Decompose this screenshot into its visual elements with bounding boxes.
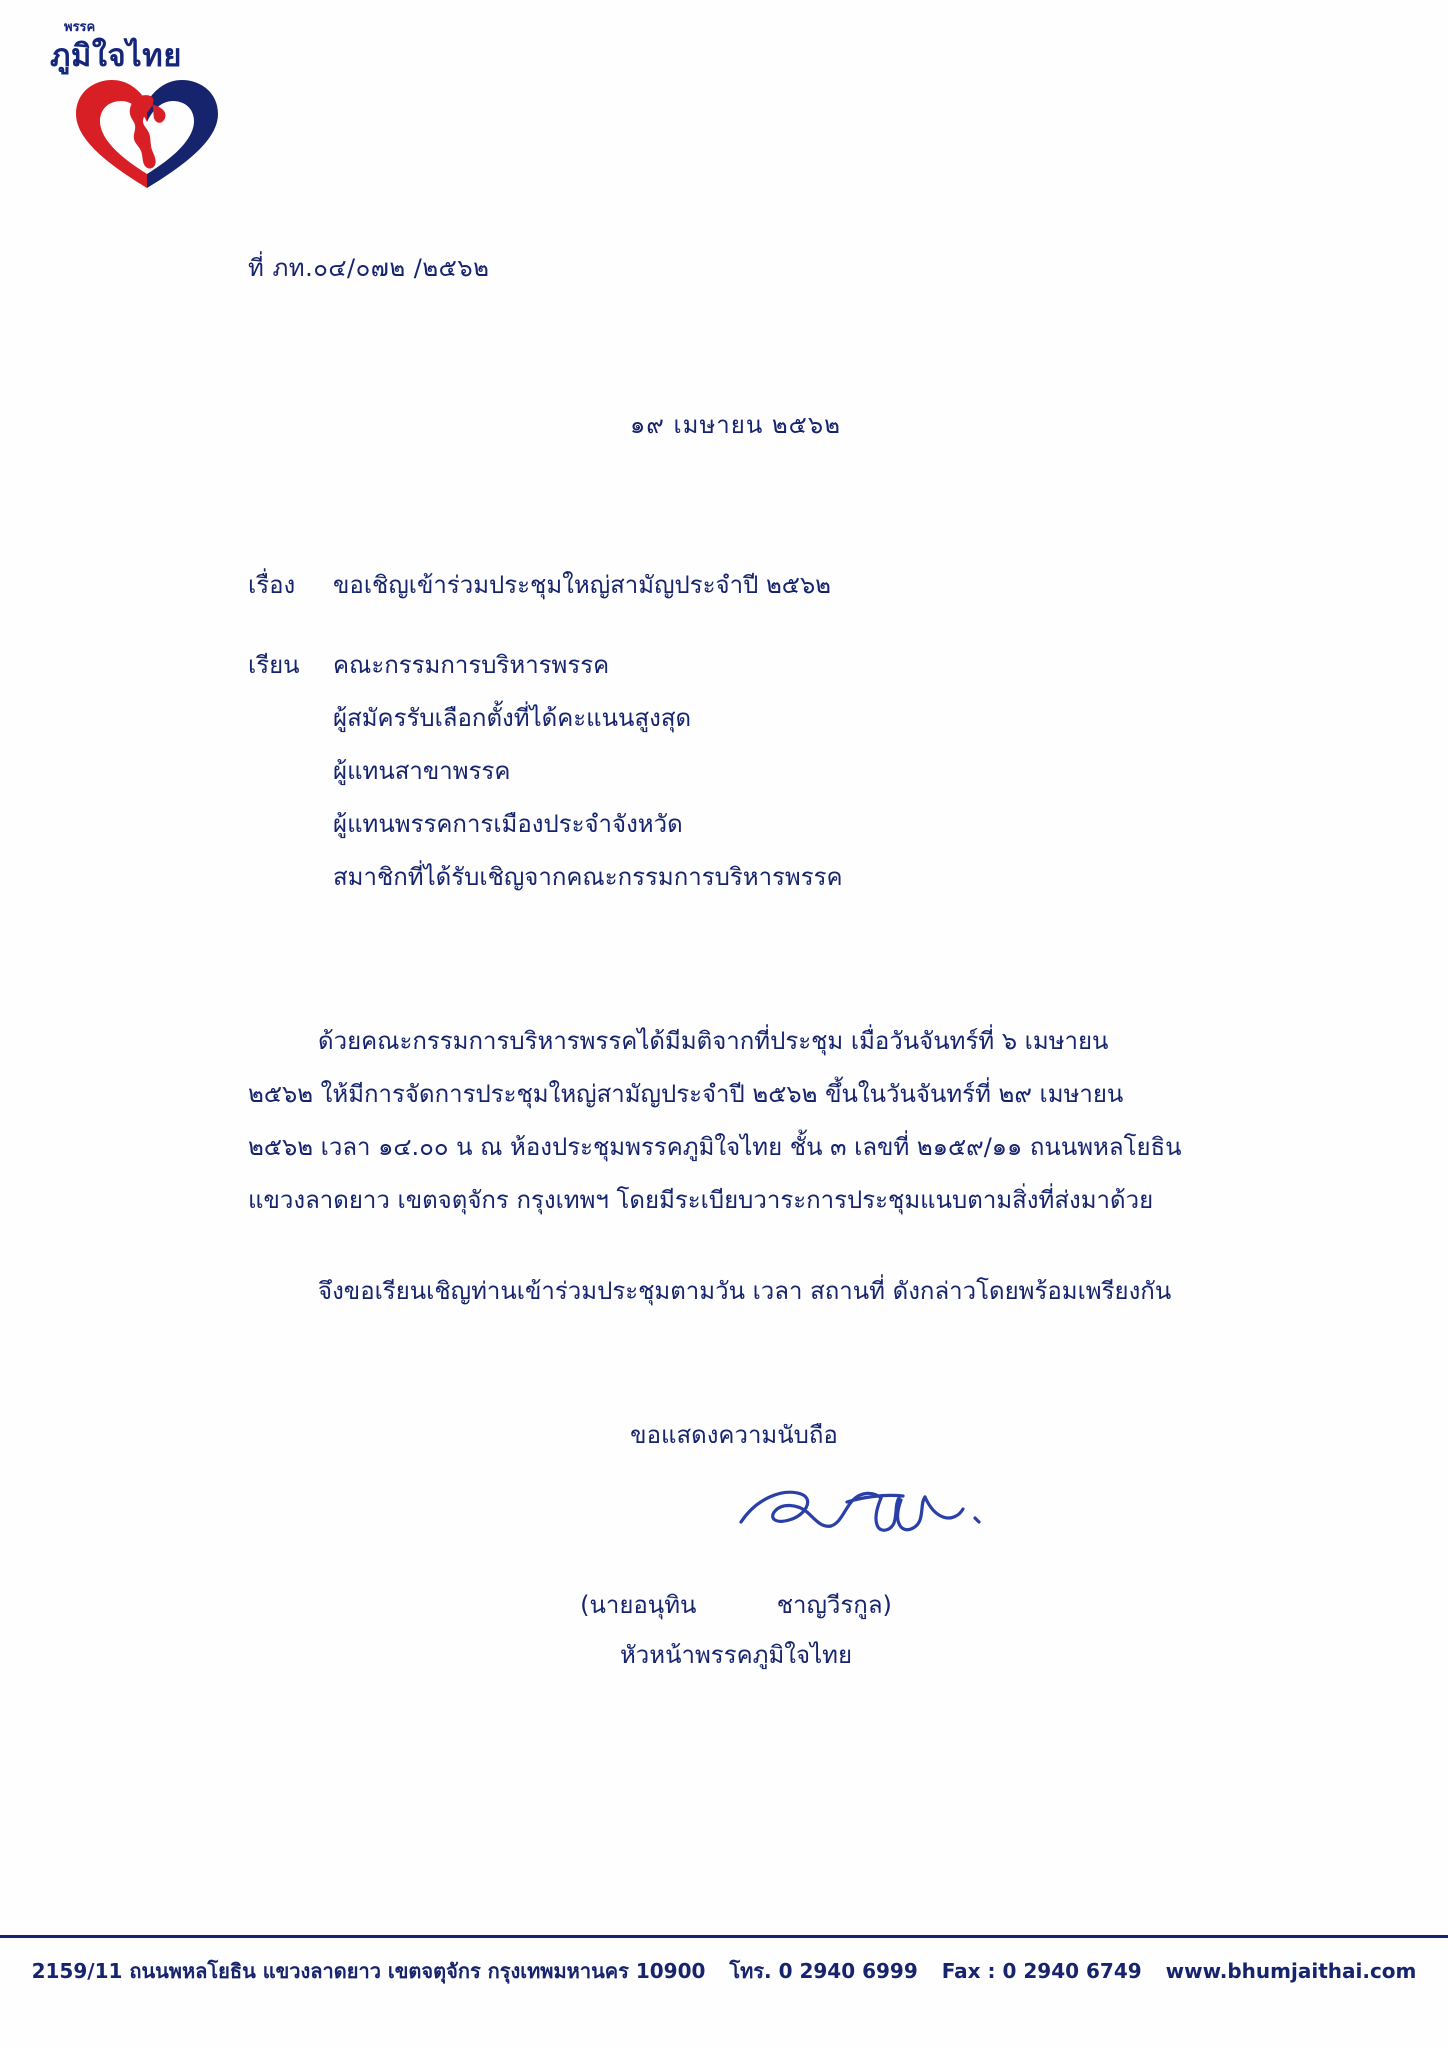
paragraph-line: ๒๕๖๒ เวลา ๑๔.๐๐ น ณ ห้องประชุมพรรคภูมิใจไทย ชั้น ๓ เลขที่ ๒๑๕๙/๑๑ ถนนพหลโยธิน [248,1133,1182,1161]
footer-divider [0,1935,1448,1938]
body-paragraph-1 [248,1015,1248,1227]
signer-title-text: หัวหน้าพรรคภูมิใจไทย [619,1641,853,1669]
recipients-label: เรียน [248,651,300,679]
body-paragraph-2: จึงขอเรียนเชิญท่านเข้าร่วมประชุมตามวัน เวลา สถานที่ ดังกล่าวโดยพร้อมเพรียงกัน [318,1277,1172,1305]
document-date: ๑๙ เมษายน ๒๕๖๒ [630,411,841,439]
list-item: ผู้แทนสาขาพรรค [333,757,511,785]
paragraph-line: แขวงลาดยาว เขตจตุจักร กรุงเทพฯ โดยมีระเบียบวาระการประชุมแนบตามสิ่งที่ส่งมาด้วย [248,1186,1154,1214]
logo-party-word: พรรค [64,20,96,35]
signer-title [0,1635,1448,1674]
thailand-map-heart-logo-icon [72,76,222,194]
subject-value: ขอเชิญเข้าร่วมประชุมใหญ่สามัญประจำปี ๒๕๖๒ [333,571,831,599]
footer-address: 2159/11 ถนนพหลโยธิน แขวงลาดยาว เขตจตุจักร กรุงเทพมหานคร 10900 [31,1959,706,1983]
handwritten-signature-icon [735,1480,995,1560]
subject-label: เรื่อง [248,571,296,599]
signer-name [0,1585,1448,1624]
footer-fax: Fax : 0 2940 6749 [941,1959,1142,1983]
footer-website: www.bhumjaithai.com [1165,1959,1417,1983]
list-item: ผู้แทนพรรคการเมืองประจำจังหวัด [333,810,683,838]
closing-line [0,1415,1448,1454]
logo-party-name: ภูมิใจไทย [50,38,182,74]
recipients-list [333,645,843,910]
document-reference-number: ที่ ภท.๐๔/๐๗๒ /๒๕๖๒ [248,254,490,282]
signer-name-prefix: (นายอนุทิน [580,1591,697,1619]
list-item: สมาชิกที่ได้รับเชิญจากคณะกรรมการบริหารพรรค [333,863,843,891]
footer [0,1955,1448,1987]
letterhead [44,14,254,194]
paragraph-line: ด้วยคณะกรรมการบริหารพรรคได้มีมติจากที่ประชุม เมื่อวันจันทร์ที่ ๖ เมษายน [318,1027,1109,1055]
list-item: คณะกรรมการบริหารพรรค [333,651,610,679]
signer-name-suffix: ชาญวีรกูล) [776,1591,892,1619]
footer-phone: โทร. 0 2940 6999 [729,1959,918,1983]
logo-wordmark [50,14,250,76]
closing-text: ขอแสดงความนับถือ [630,1421,838,1449]
list-item: ผู้สมัครรับเลือกตั้งที่ได้คะแนนสูงสุด [333,704,692,732]
paragraph-line: ๒๕๖๒ ให้มีการจัดการประชุมใหญ่สามัญประจำปี ๒๕๖๒ ขึ้นในวันจันทร์ที่ ๒๙ เมษายน [248,1080,1124,1108]
